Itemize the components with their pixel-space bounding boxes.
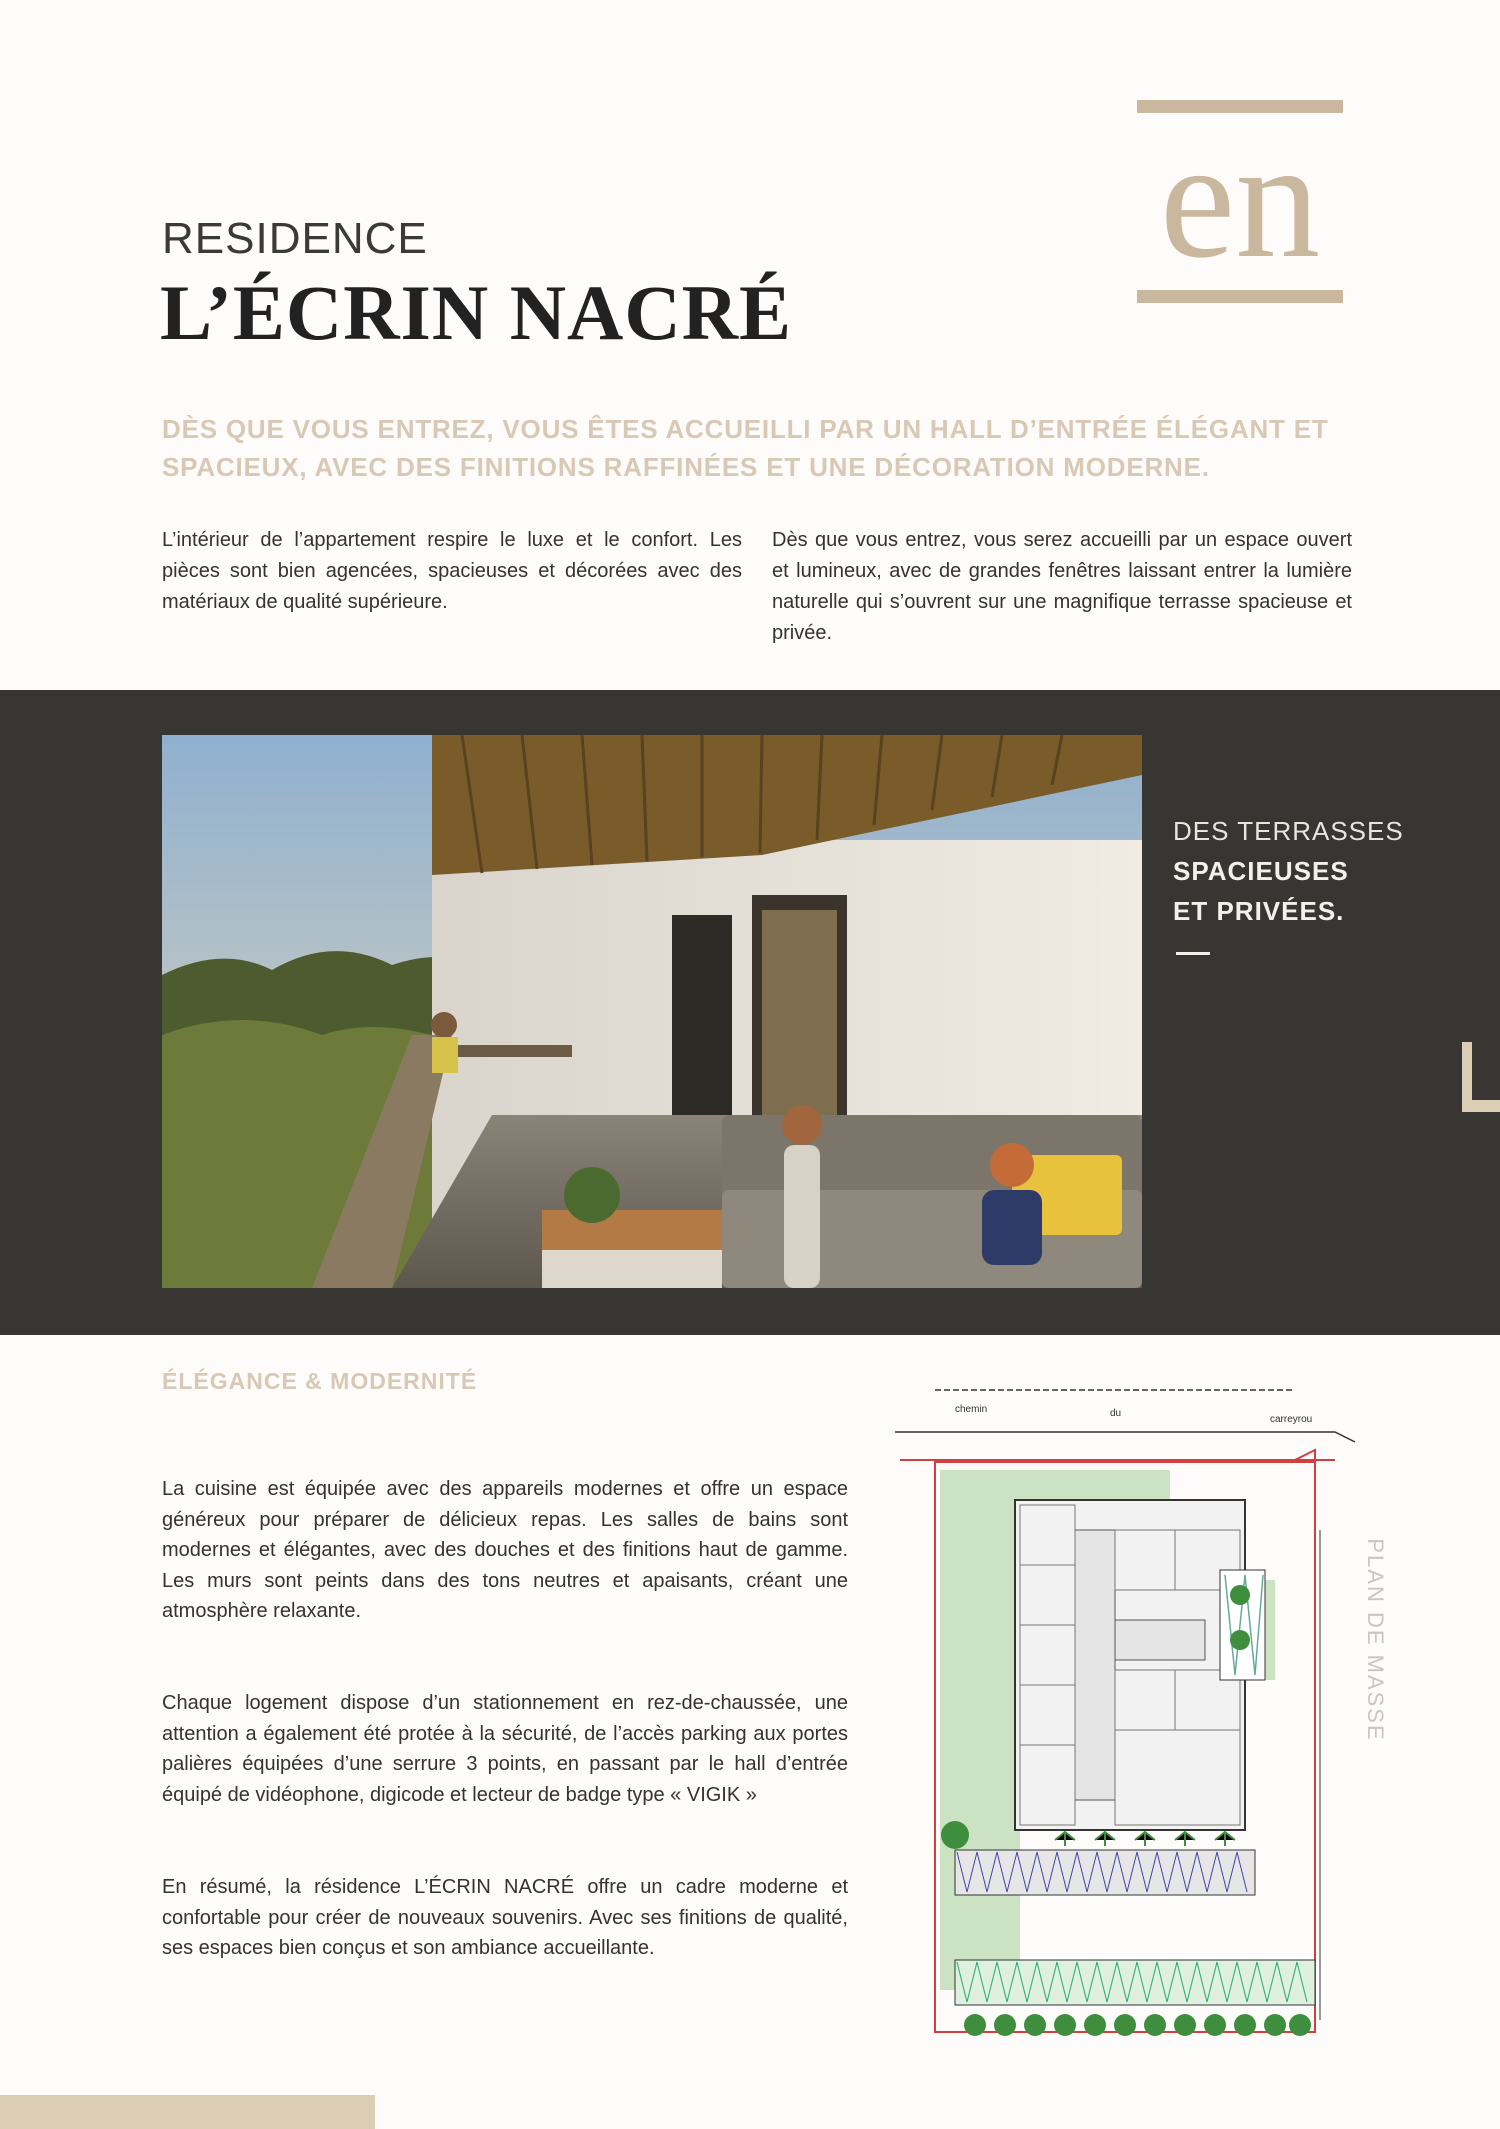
site-plan-drawing bbox=[895, 1380, 1385, 2045]
plan-street-word-1: chemin bbox=[955, 1404, 988, 1415]
residence-logo-icon bbox=[1135, 96, 1355, 316]
plan-street-word-3: carreyrou bbox=[1270, 1414, 1313, 1425]
paragraph-parking-security: Chaque logement dispose d’un stationnement en rez-de-chaussée, une attention a également été protée à la sécurité, de l’accès parking aux portes palières équipées d’une serrure 3 points, en passant par le hall d’entrée équipé de vidéophone, digicode et lecteur de badge type « VIGIK » bbox=[162, 1692, 848, 1806]
residence-name-title: L’ÉCRIN NACRÉ bbox=[160, 269, 793, 356]
caption-dash-divider bbox=[1176, 952, 1210, 955]
terrace-caption-line3: ET PRIVÉES. bbox=[1173, 896, 1345, 926]
plan-de-masse-label: PLAN DE MASSE bbox=[1363, 1538, 1388, 1742]
section-heading: ÉLÉGANCE & MODERNITÉ bbox=[162, 1368, 478, 1394]
terrace-caption-line2: SPACIEUSES bbox=[1173, 856, 1349, 886]
intro-column-right: Dès que vous entrez, vous serez accueilli par un espace ouvert et lumineux, avec de grandes fenêtres laissant entrer la lumière naturelle qui s’ouvrent sur une magnifique terrasse spacieuse et privée. bbox=[772, 529, 1352, 644]
intro-column-left: L’intérieur de l’appartement respire le luxe et le confort. Les pièces sont bien agencées, spacieuses et décorées avec des matériaux de qualité supérieure. bbox=[162, 529, 742, 613]
paragraph-summary: En résumé, la résidence L’ÉCRIN NACRÉ offre un cadre moderne et confortable pour créer de nouveaux souvenirs. Avec ses finitions de qualité, ses espaces bien conçus et son ambiance accueillante. bbox=[162, 1876, 848, 1959]
logo-letters: en bbox=[1159, 105, 1321, 293]
terrace-caption-line1: DES TERRASSES bbox=[1173, 816, 1404, 846]
bottom-accent-bar bbox=[0, 2095, 375, 2129]
intro-headline: DÈS QUE VOUS ENTREZ, VOUS ÊTES ACCUEILLI PAR UN HALL D’ENTRÉE ÉLÉGANT ET SPACIEUX, AVEC DES FINITIONS RAFFINÉES ET UNE DÉCORATION MODERNE. bbox=[162, 414, 1329, 482]
plan-street-word-2: du bbox=[1110, 1408, 1122, 1419]
paragraph-kitchen-bath: La cuisine est équipée avec des appareils modernes et offre un espace généreux pour préparer de délicieux repas. Les salles de bains sont modernes et élégantes, avec des douches et des finitions haut de gamme. Les murs sont peints dans des tons neutres et apaisants, créant une atmosphère relaxante. bbox=[162, 1478, 848, 1622]
corner-bracket-icon bbox=[1460, 1042, 1500, 1112]
terrace-photo bbox=[162, 735, 1142, 1288]
residence-label: RESIDENCE bbox=[162, 214, 428, 263]
